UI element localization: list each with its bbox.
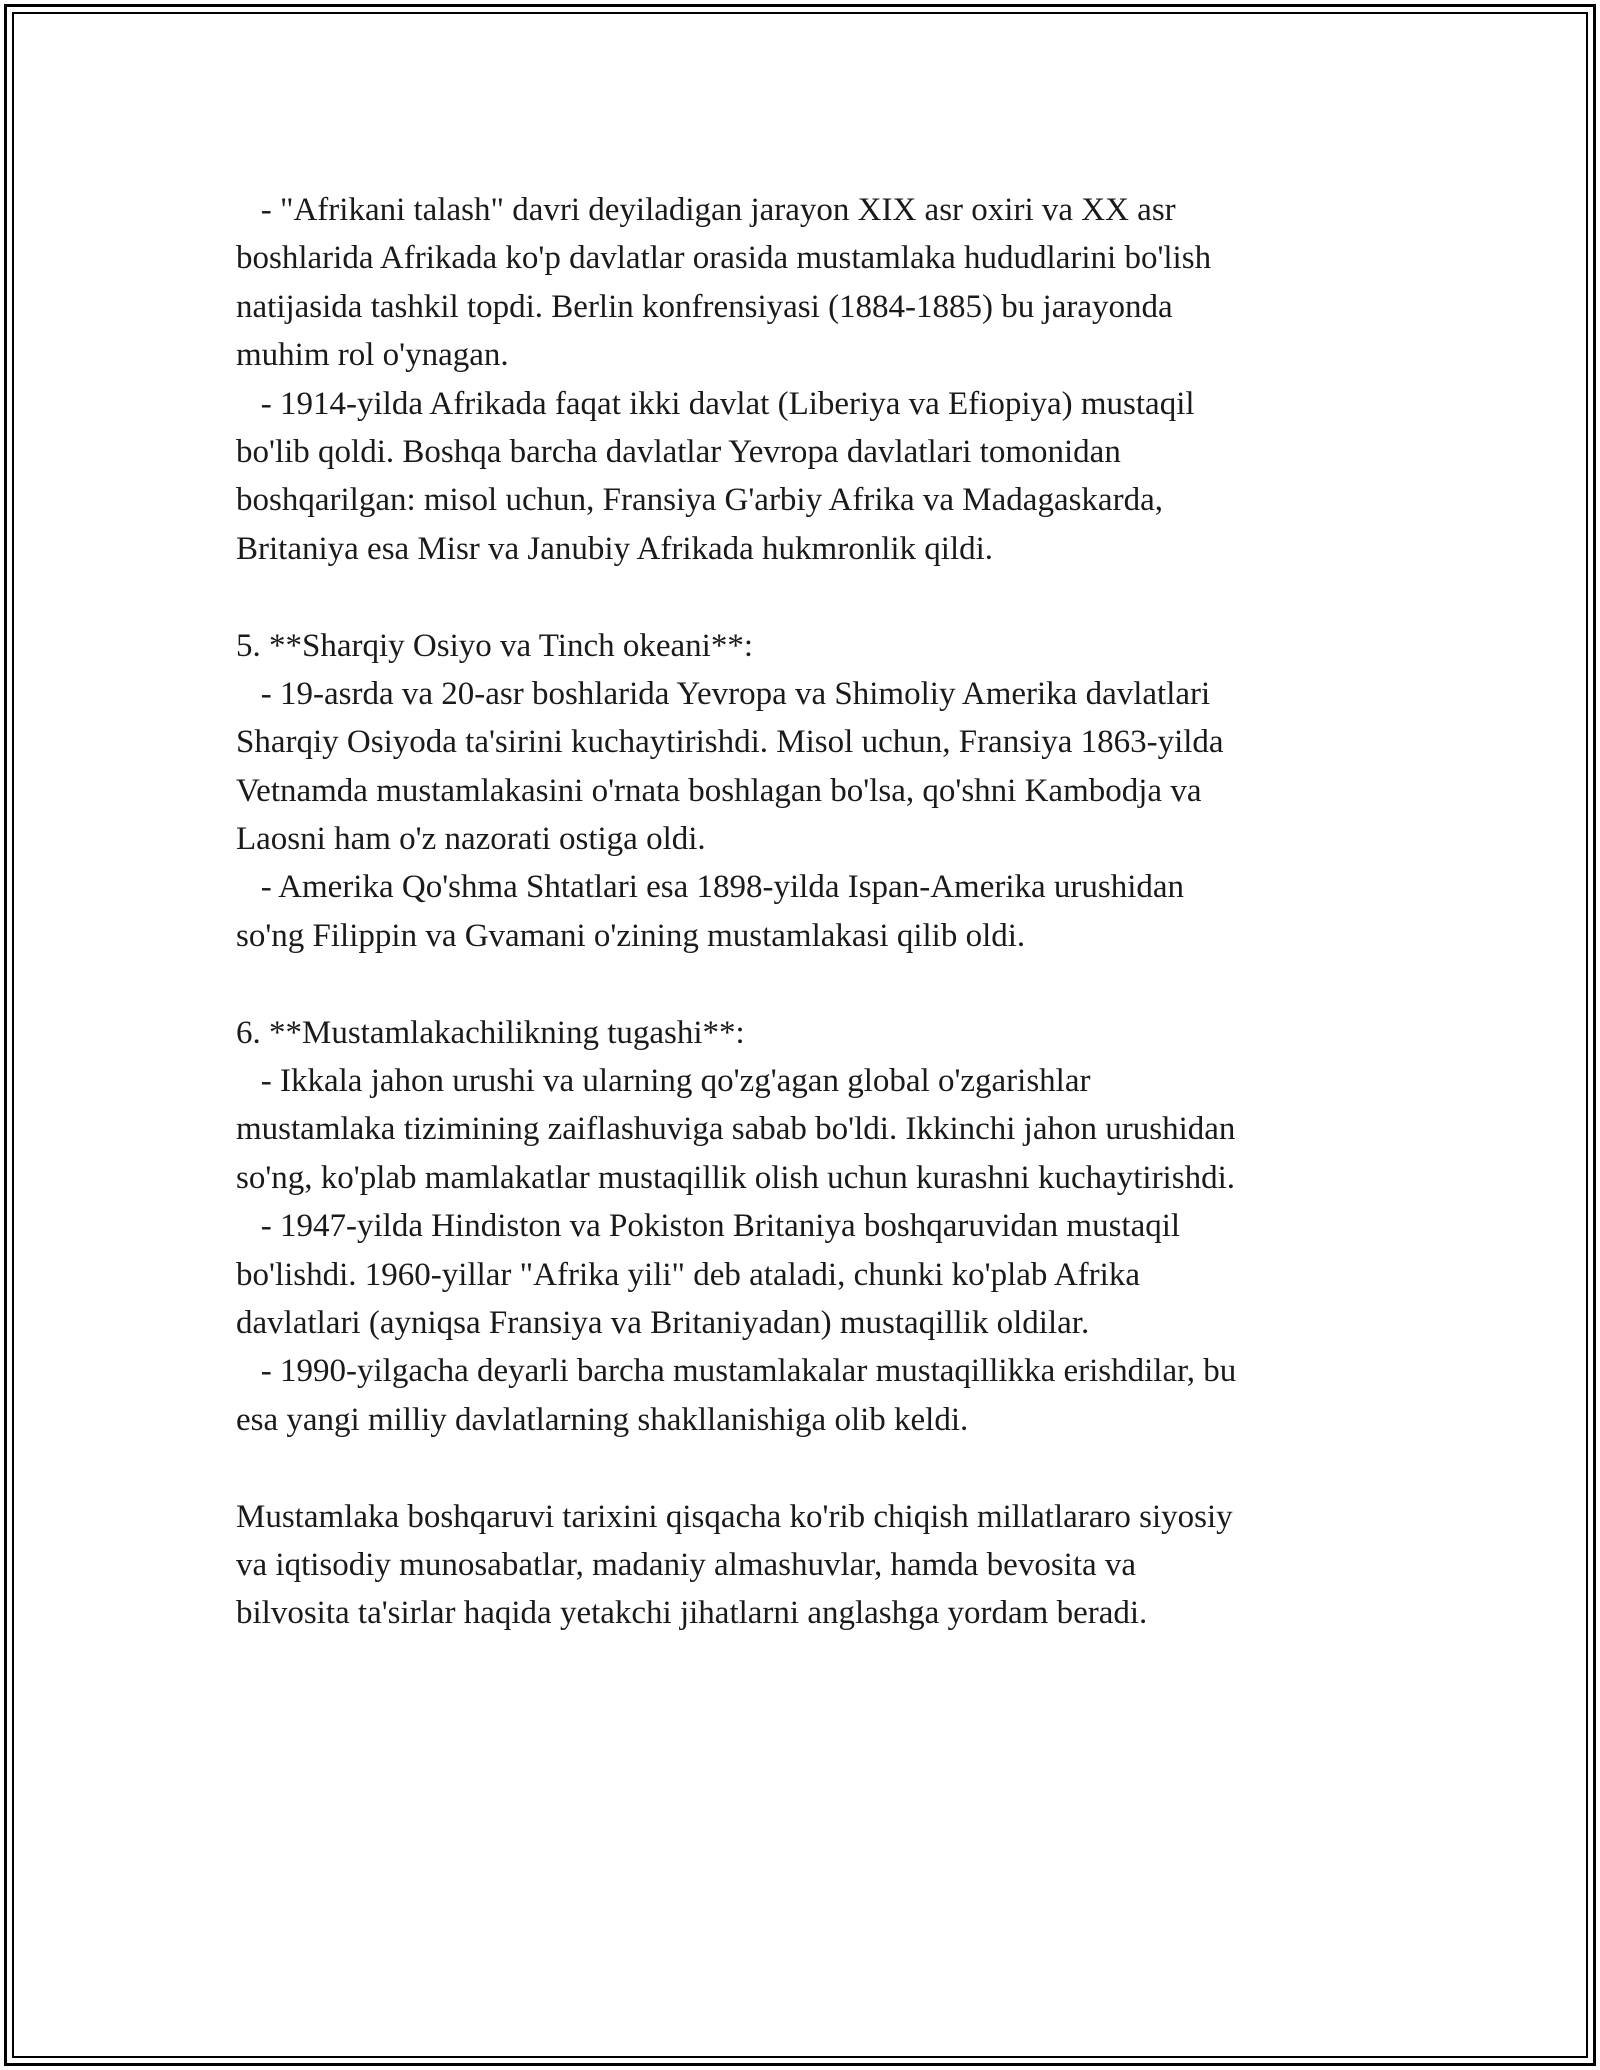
- text-line: so'ng, ko'plab mamlakatlar mustaqillik olish uchun kurashni kuchaytirishdi.: [236, 1159, 1235, 1196]
- paragraph-spacer: [236, 960, 1366, 1008]
- text-line: 6. **Mustamlakachilikning tugashi**:: [236, 1014, 745, 1051]
- text-line: 5. **Sharqiy Osiyo va Tinch okeani**:: [236, 627, 753, 664]
- text-line: so'ng Filippin va Gvamani o'zining mustamlakasi qilib oldi.: [236, 917, 1026, 954]
- text-line: Laosni ham o'z nazorati ostiga oldi.: [236, 821, 706, 858]
- document-body: [236, 186, 1366, 1638]
- text-line: boshlarida Afrikada ko'p davlatlar orasida mustamlaka hududlarini bo'lish: [236, 240, 1212, 277]
- paragraph-africa-1914: [236, 380, 1366, 574]
- text-line: Mustamlaka boshqaruvi tarixini qisqacha ko'rib chiqish millatlararo siyosiy: [236, 1498, 1233, 1535]
- paragraph-spacer: [236, 1444, 1366, 1492]
- text-line: va iqtisodiy munosabatlar, madaniy almashuvlar, hamda bevosita va: [236, 1546, 1137, 1583]
- paragraph-usa-1898: [236, 863, 1366, 960]
- text-line: Vetnamda mustamlakasini o'rnata boshlagan bo'lsa, qo'shni Kambodja va: [236, 772, 1202, 809]
- text-line: Britaniya esa Misr va Janubiy Afrikada hukmronlik qildi.: [236, 530, 994, 567]
- text-line: - 1947-yilda Hindiston va Pokiston Britaniya boshqaruvidan mustaqil: [236, 1208, 1181, 1245]
- text-line: bilvosita ta'sirlar haqida yetakchi jihatlarni anglashga yordam beradi.: [236, 1595, 1148, 1632]
- text-line: - 19-asrda va 20-asr boshlarida Yevropa va Shimoliy Amerika davlatlari: [236, 675, 1211, 712]
- text-line: muhim rol o'ynagan.: [236, 337, 509, 374]
- paragraph-independence-1947: [236, 1202, 1366, 1347]
- text-line: - 1990-yilgacha deyarli barcha mustamlakalar mustaqillikka erishdilar, bu: [236, 1353, 1237, 1390]
- paragraph-spacer: [236, 573, 1366, 621]
- text-line: - 1914-yilda Afrikada faqat ikki davlat (Liberiya va Efiopiya) mustaqil: [236, 385, 1195, 422]
- text-line: esa yangi milliy davlatlarning shakllanishiga olib keldi.: [236, 1401, 969, 1438]
- paragraph-by-1990: [236, 1347, 1366, 1444]
- paragraph-africa-scramble: [236, 186, 1366, 380]
- paragraph-section-5-heading: [236, 622, 1366, 670]
- text-line: - "Afrikani talash" davri deyiladigan jarayon XIX asr oxiri va XX asr: [236, 192, 1176, 228]
- text-line: - Amerika Qo'shma Shtatlari esa 1898-yilda Ispan-Amerika urushidan: [236, 869, 1185, 906]
- paragraph-conclusion: [236, 1493, 1366, 1638]
- text-line: Sharqiy Osiyoda ta'sirini kuchaytirishdi. Misol uchun, Fransiya 1863-yilda: [236, 724, 1224, 761]
- text-line: bo'lib qoldi. Boshqa barcha davlatlar Yevropa davlatlari tomonidan: [236, 433, 1121, 470]
- paragraph-world-wars: [236, 1057, 1366, 1202]
- text-line: - Ikkala jahon urushi va ularning qo'zg'agan global o'zgarishlar: [236, 1063, 1091, 1100]
- paragraph-east-asia-19c: [236, 670, 1366, 864]
- text-line: mustamlaka tizimining zaiflashuviga sabab bo'ldi. Ikkinchi jahon urushidan: [236, 1111, 1236, 1148]
- text-line: boshqarilgan: misol uchun, Fransiya G'arbiy Afrika va Madagaskarda,: [236, 482, 1163, 519]
- text-line: natijasida tashkil topdi. Berlin konfrensiyasi (1884-1885) bu jarayonda: [236, 288, 1173, 325]
- text-line: bo'lishdi. 1960-yillar "Afrika yili" deb ataladi, chunki ko'plab Afrika: [236, 1256, 1140, 1293]
- paragraph-section-6-heading: [236, 1009, 1366, 1057]
- text-line: davlatlari (ayniqsa Fransiya va Britaniyadan) mustaqillik oldilar.: [236, 1304, 1090, 1341]
